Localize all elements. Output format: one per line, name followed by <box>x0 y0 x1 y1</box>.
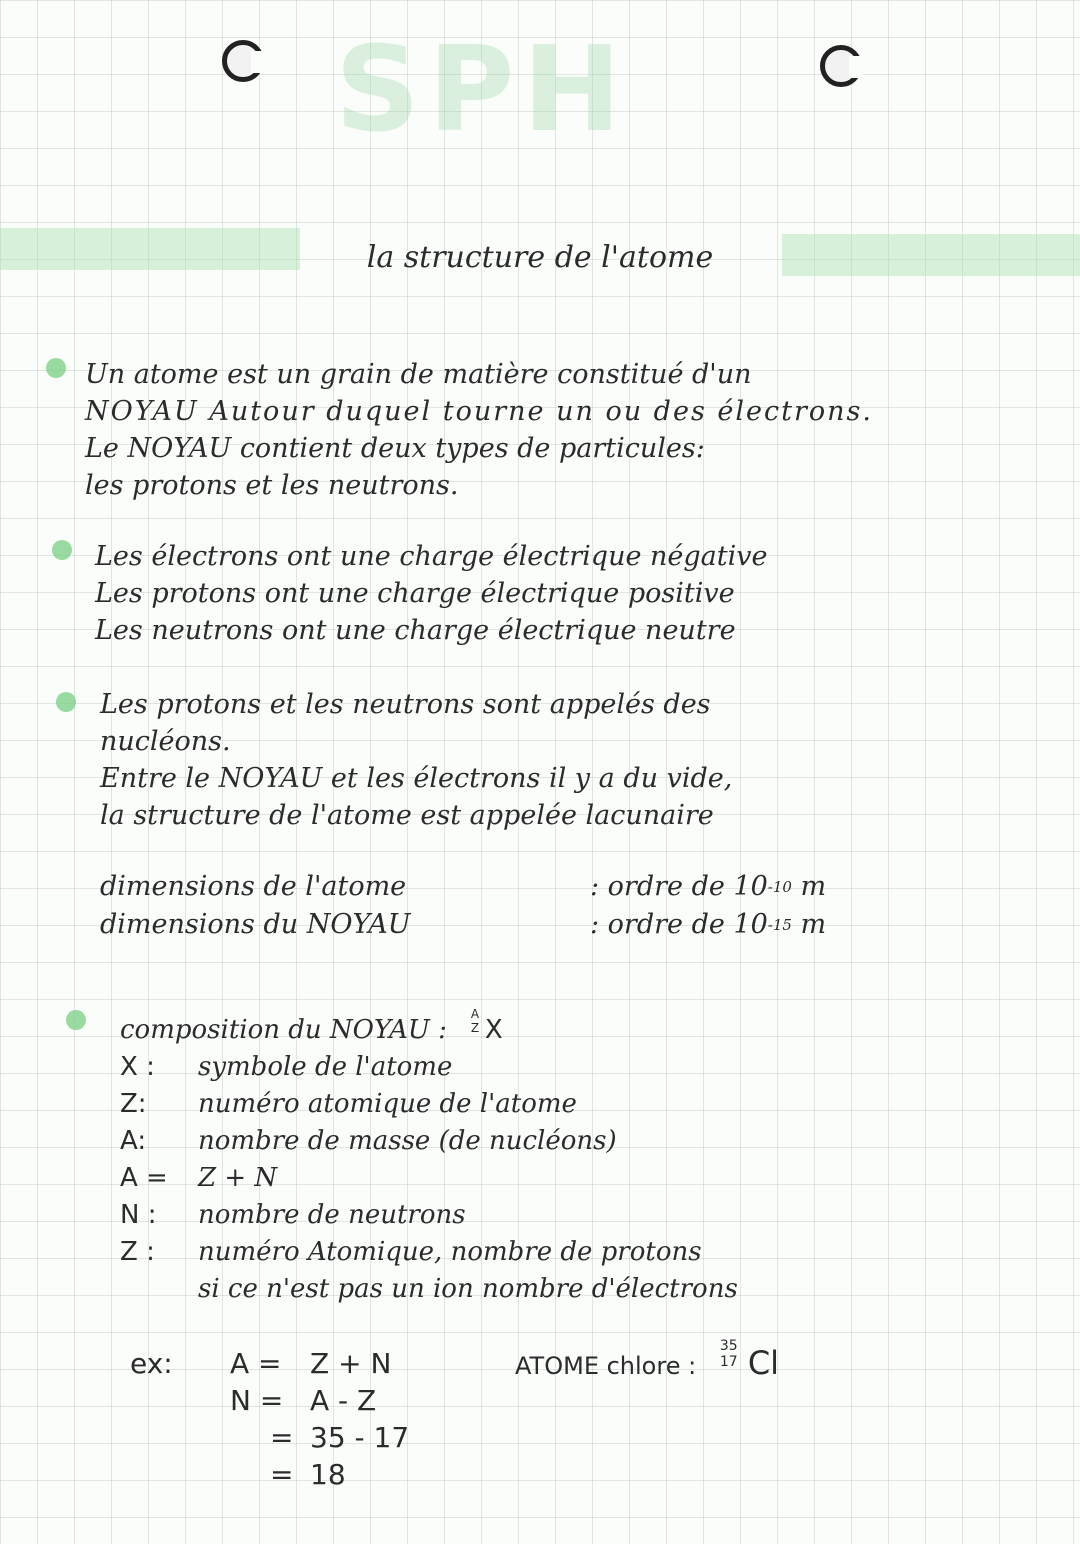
calc-lhs: N = <box>230 1384 284 1417</box>
calc-line <box>230 1419 490 1456</box>
text-line: nucléons. <box>100 726 231 757</box>
bullet-dot <box>46 358 66 378</box>
mass-number: A <box>470 1007 480 1021</box>
atomic-number: Z <box>470 1021 480 1035</box>
definition-key: Z: <box>120 1089 147 1119</box>
text-line: Les protons et les neutrons sont appelés des <box>100 689 711 720</box>
nucleons-paragraph <box>100 686 732 834</box>
text-line: Les protons ont une charge électrique positive <box>95 578 735 609</box>
definition-row <box>120 1234 738 1271</box>
text-line: les protons et les neutrons. <box>85 470 459 501</box>
atom-example <box>515 1338 780 1385</box>
dimension-row <box>100 868 826 906</box>
definition-row <box>120 1123 738 1160</box>
element-symbol: Cl <box>747 1344 780 1382</box>
calc-lhs: = <box>270 1421 294 1454</box>
element-symbol: X <box>484 1015 503 1045</box>
dimension-row <box>100 906 826 944</box>
text-line: Un atome est un grain de matière constitué d'un <box>85 359 752 390</box>
calc-rhs: Z + N <box>310 1347 392 1380</box>
binder-hole-right <box>820 45 862 87</box>
definition-row <box>120 1160 738 1197</box>
calc-rhs: 18 <box>310 1458 346 1491</box>
definition-text: si ce n'est pas un ion nombre d'électrons <box>198 1274 738 1304</box>
definition-row <box>120 1049 738 1086</box>
definition-key: A: <box>120 1126 147 1156</box>
intro-paragraph <box>85 356 873 504</box>
definition-text: nombre de masse (de nucléons) <box>198 1126 617 1156</box>
calc-line <box>230 1382 490 1419</box>
definition-text: numéro Atomique, nombre de protons <box>198 1237 702 1267</box>
definition-row <box>120 1086 738 1123</box>
chlorine-notation <box>719 1338 780 1382</box>
calc-line <box>230 1456 490 1493</box>
example-label: ex: <box>130 1347 173 1380</box>
atom-label: ATOME chlore : <box>515 1352 697 1380</box>
definition-text: nombre de neutrons <box>198 1200 466 1230</box>
text-line: la structure de l'atome est appelée lacunaire <box>100 800 714 831</box>
definition-text: symbole de l'atome <box>198 1052 453 1082</box>
binder-hole-left <box>222 40 264 82</box>
calc-rhs: A - Z <box>310 1384 377 1417</box>
calc-rhs: 35 - 17 <box>310 1421 410 1454</box>
definition-key: Z : <box>120 1237 155 1267</box>
dimension-value: : ordre de 10 <box>590 871 768 902</box>
text-line: Entre le NOYAU et les électrons il y a du vide, <box>100 763 733 794</box>
charges-paragraph <box>95 538 767 649</box>
watermark: SPH <box>335 20 630 158</box>
definition-text: numéro atomique de l'atome <box>198 1089 577 1119</box>
composition-heading-text: composition du NOYAU : <box>120 1015 447 1045</box>
dimension-label: dimensions du NOYAU <box>100 909 411 940</box>
dimension-exponent: -10 <box>767 878 792 896</box>
definition-row <box>120 1271 738 1308</box>
text-line: Le NOYAU contient deux types de particules: <box>85 433 705 464</box>
definition-key: A = <box>120 1163 168 1193</box>
bullet-dot <box>56 692 76 712</box>
composition-heading <box>120 1007 738 1049</box>
text-line: NOYAU Autour duquel tourne un ou des électrons. <box>85 396 873 427</box>
text-line: Les neutrons ont une charge électrique neutre <box>95 615 736 646</box>
example-calculation <box>230 1345 490 1493</box>
dimension-unit: m <box>800 871 827 902</box>
nuclide-notation <box>470 1007 503 1049</box>
dimension-label: dimensions de l'atome <box>100 871 407 902</box>
atomic-number: 17 <box>719 1354 738 1370</box>
definition-key: X : <box>120 1052 155 1082</box>
composition-block <box>120 1007 738 1308</box>
text-line: Les électrons ont une charge électrique négative <box>95 541 768 572</box>
definition-key <box>120 1271 198 1308</box>
dimension-unit: m <box>800 909 827 940</box>
bullet-dot <box>52 540 72 560</box>
calc-lhs: A = <box>230 1347 282 1380</box>
dimension-value: : ordre de 10 <box>590 909 768 940</box>
dimension-exponent: -15 <box>767 916 792 934</box>
calc-lhs: = <box>270 1458 294 1491</box>
definition-row <box>120 1197 738 1234</box>
mass-number: 35 <box>719 1338 738 1354</box>
page-title: la structure de l'atome <box>366 240 714 275</box>
definition-text: Z + N <box>198 1163 278 1193</box>
dimensions-block <box>100 868 826 944</box>
definition-key: N : <box>120 1200 157 1230</box>
calc-line <box>230 1345 490 1382</box>
bullet-dot <box>66 1010 86 1030</box>
